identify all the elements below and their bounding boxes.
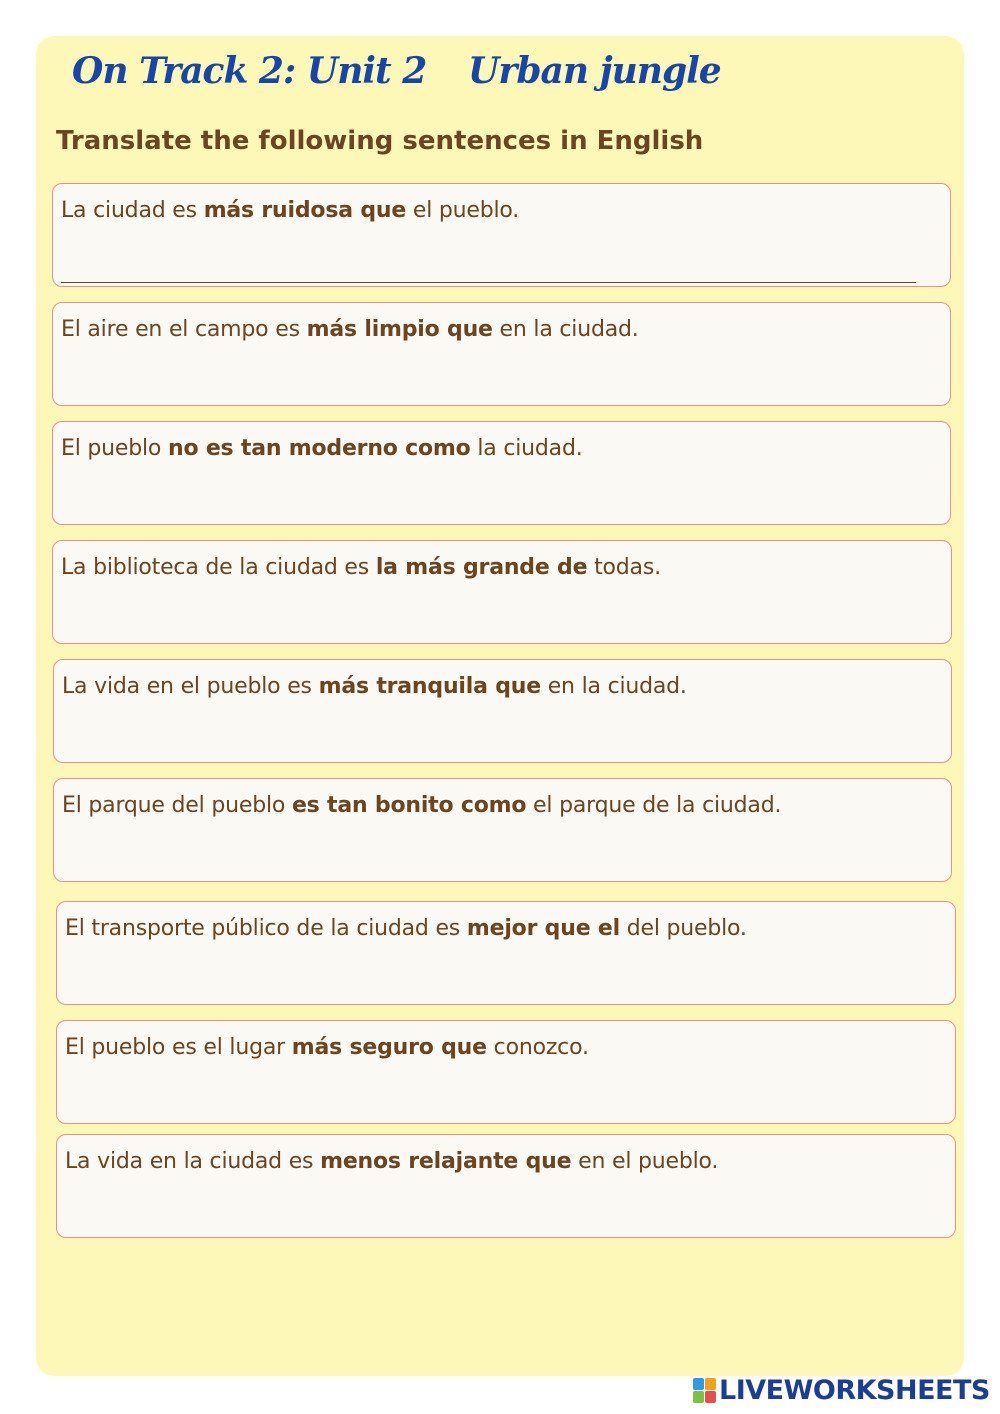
sentence-text: conozco. <box>486 1035 589 1060</box>
spanish-sentence <box>62 674 687 699</box>
sentence-box <box>56 1020 956 1124</box>
sentence-text: del pueblo. <box>619 916 747 941</box>
spanish-sentence <box>61 436 583 461</box>
sentence-key-phrase: menos relajante que <box>320 1149 572 1174</box>
sentence-box <box>52 302 951 406</box>
sentence-key-phrase: más seguro que <box>291 1035 487 1060</box>
liveworksheets-logo-icon <box>693 1378 715 1402</box>
spanish-sentence <box>65 1149 718 1174</box>
translation-answer-input[interactable] <box>61 353 938 395</box>
sentence-text: la ciudad. <box>470 436 583 461</box>
sentence-box <box>53 778 952 882</box>
translation-answer-input[interactable] <box>65 1071 943 1113</box>
instruction-heading: Translate the following sentences in English <box>56 126 704 156</box>
sentence-text: El pueblo es el lugar <box>65 1035 292 1060</box>
sentence-text: La vida en el pueblo es <box>62 674 319 699</box>
translation-answer-input[interactable] <box>61 591 939 633</box>
spanish-sentence <box>61 555 661 580</box>
sentence-key-phrase: es tan bonito como <box>291 793 527 818</box>
worksheet-title: On Track 2: Unit 2 <box>72 50 427 92</box>
translation-answer-input[interactable] <box>62 829 939 871</box>
sentence-key-phrase: no es tan moderno como <box>167 436 471 461</box>
sentence-text: La ciudad es <box>61 198 204 223</box>
sentence-text: El pueblo <box>61 436 168 461</box>
sentence-box <box>52 183 951 287</box>
translation-answer-input[interactable] <box>65 952 943 994</box>
sentence-key-phrase: más tranquila que <box>318 674 541 699</box>
sentence-text: La vida en la ciudad es <box>65 1149 321 1174</box>
sentence-text: en la ciudad. <box>492 317 639 342</box>
sentence-text: El transporte público de la ciudad es <box>65 916 467 941</box>
answer-underline <box>61 282 916 283</box>
liveworksheets-brand <box>693 1372 990 1408</box>
worksheet-header <box>72 50 952 110</box>
translation-answer-input[interactable] <box>65 1185 943 1227</box>
unit-subtitle: Urban jungle <box>468 50 721 92</box>
sentence-key-phrase: más ruidosa que <box>203 198 407 223</box>
translation-answer-input[interactable] <box>62 710 939 752</box>
translation-answer-input[interactable] <box>61 472 938 514</box>
spanish-sentence <box>65 1035 589 1060</box>
sentence-box <box>52 540 952 644</box>
sentence-text: en la ciudad. <box>540 674 687 699</box>
sentence-box <box>53 659 952 763</box>
translation-answer-input[interactable] <box>61 234 938 276</box>
sentence-key-phrase: la más grande de <box>375 555 588 580</box>
sentence-text: en el pueblo. <box>571 1149 719 1174</box>
brand-name: LIVEWORKSHEETS <box>719 1374 990 1406</box>
sentence-box <box>56 901 956 1005</box>
sentence-text: La biblioteca de la ciudad es <box>61 555 376 580</box>
spanish-sentence <box>61 198 519 223</box>
sentence-text: El parque del pueblo <box>62 793 292 818</box>
spanish-sentence <box>65 916 747 941</box>
spanish-sentence <box>62 793 781 818</box>
sentence-box <box>52 421 951 525</box>
sentence-box <box>56 1134 956 1238</box>
sentence-text: el parque de la ciudad. <box>526 793 782 818</box>
sentence-text: todas. <box>587 555 661 580</box>
sentence-text: el pueblo. <box>406 198 520 223</box>
sentence-text: El aire en el campo es <box>61 317 307 342</box>
spanish-sentence <box>61 317 639 342</box>
sentence-key-phrase: mejor que el <box>466 916 620 941</box>
sentence-key-phrase: más limpio que <box>306 317 493 342</box>
